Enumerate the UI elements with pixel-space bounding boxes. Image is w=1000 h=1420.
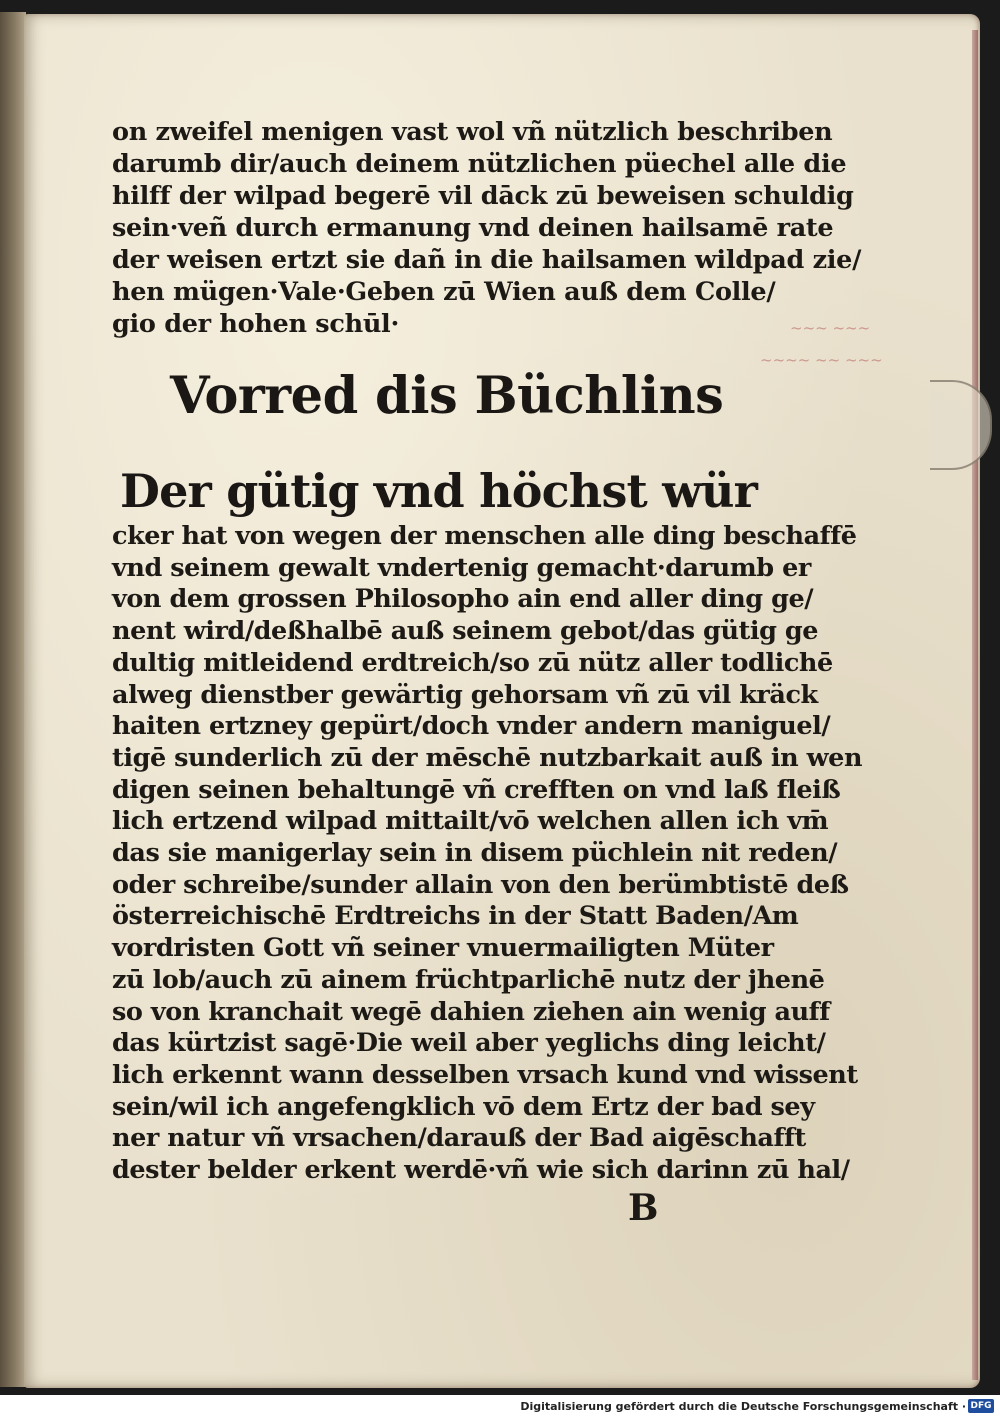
text-line: lich erkennt wann desselben vrsach kund vnd wissent — [112, 1059, 858, 1090]
intro-paragraph — [112, 116, 861, 340]
text-line: on zweifel menigen vast wol vñ nützlich beschriben — [112, 117, 833, 147]
text-line: gio der hohen schūl· — [112, 309, 400, 339]
text-line: lich ertzend wilpad mittailt/vō welchen allen ich vm̄ — [112, 806, 829, 837]
text-line: das sie manigerlay sein in disem püchlein nit reden/ — [112, 838, 838, 869]
dfg-logo-icon: DFG — [968, 1399, 994, 1413]
body-paragraph — [112, 521, 862, 1187]
text-line: hen mügen·Vale·Geben zū Wien auß dem Colle/ — [112, 277, 776, 307]
text-line: cker hat von wegen der menschen alle ding beschaffē — [112, 521, 857, 551]
text-line: ner natur vñ vrsachen/darauß der Bad aigēschafft — [112, 1123, 806, 1154]
text-line: oder schreibe/sunder allain von den berümbtistē deß — [112, 869, 849, 900]
footer-bar — [0, 1395, 1000, 1420]
page-right-edge — [972, 30, 978, 1380]
text-line: darumb dir/auch deinem nützlichen püechel alle die — [112, 149, 847, 179]
text-line: zū lob/auch zū ainem früchtparlichē nutz der jhenē — [112, 964, 825, 995]
opening-line: Der gütig vnd höchst wür — [120, 464, 758, 518]
text-line: sein·veñ durch ermanung vnd deinen hailsamē rate — [112, 213, 834, 243]
text-line: dester belder erkent werdē·vñ wie sich darinn zū hal/ — [112, 1155, 850, 1186]
text-line: sein/wil ich angefengklich vō dem Ertz der bad sey — [112, 1091, 815, 1122]
margin-annotation: ~~~ ~~~ — [790, 319, 871, 337]
text-line: so von kranchait wegē dahien ziehen ain wenig auff — [112, 996, 830, 1027]
previous-page-edge — [0, 12, 26, 1387]
text-line: österreichischē Erdtreichs in der Statt Baden/Am — [112, 901, 799, 932]
digitization-credit: Digitalisierung gefördert durch die Deutsche Forschungsgemeinschaft · — [520, 1400, 966, 1413]
text-line: digen seinen behaltungē vñ crefften on vnd laß fleiß — [112, 774, 841, 805]
text-line: tigē sunderlich zū der mēschē nutzbarkait auß in wen — [112, 742, 863, 773]
text-line: der weisen ertzt sie dañ in die hailsamen wildpad zie/ — [112, 245, 862, 275]
page-clip — [930, 380, 992, 470]
text-line: vordristen Gott vñ seiner vnuermailigten Müter — [112, 933, 774, 964]
text-line: von dem grossen Philosopho ain end aller ding ge/ — [112, 584, 814, 615]
section-heading: Vorred dis Büchlins — [170, 366, 724, 426]
margin-annotation: ~~~~ ~~ ~~~ — [760, 351, 883, 369]
text-line: das kürtzist sagē·Die weil aber yeglichs ding leicht/ — [112, 1028, 826, 1059]
text-line: dultig mitleidend erdtreich/so zū nütz aller todlichē — [112, 647, 833, 678]
text-line: haiten ertzney gepürt/doch vnder andern maniguel/ — [112, 711, 831, 742]
signature-mark: B — [628, 1187, 659, 1229]
text-line: alweg dienstber gewärtig gehorsam vñ zū vil kräck — [112, 679, 818, 710]
text-line: vnd seinem gewalt vndertenig gemacht·darumb er — [112, 552, 811, 583]
text-line: nent wird/deßhalbē auß seinem gebot/das gütig ge — [112, 616, 819, 647]
text-line: hilff der wilpad begerē vil dāck zū beweisen schuldig — [112, 181, 854, 211]
